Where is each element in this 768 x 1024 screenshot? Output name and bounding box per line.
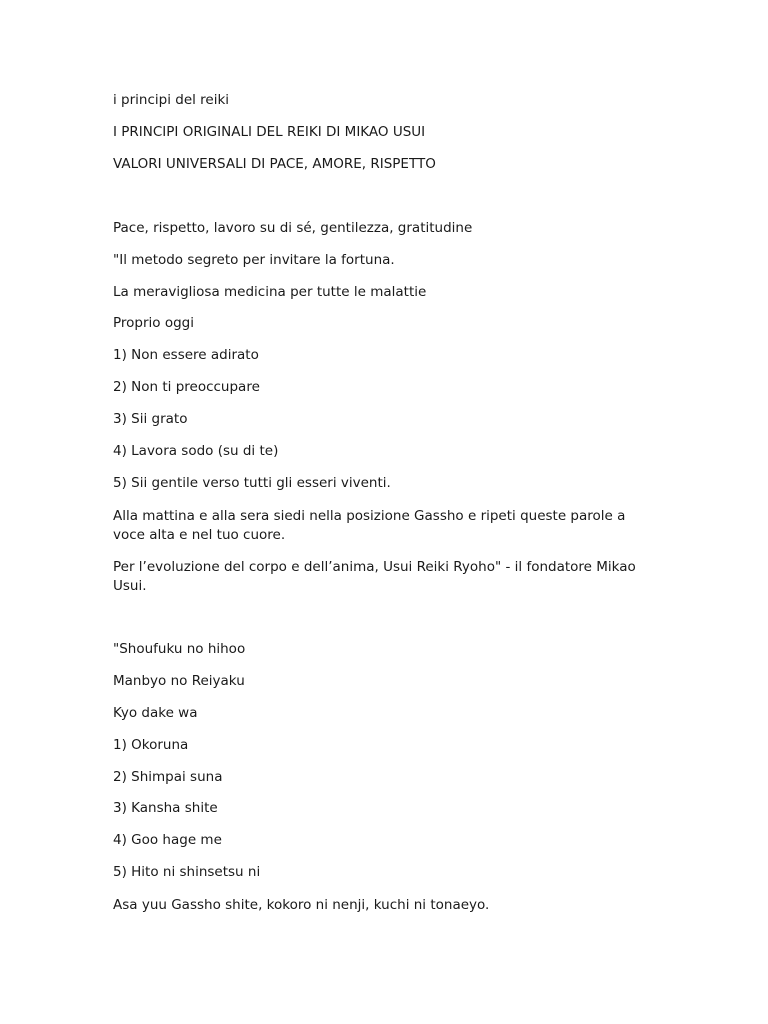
principle-item: 3) Sii grato [113,411,188,427]
japanese-principle: 5) Hito ni shinsetsu ni [113,864,261,880]
japanese-principle: 2) Shimpai suna [113,769,223,785]
values-line: Pace, rispetto, lavoro su di sé, gentilezza, gratitudine [113,220,473,236]
paragraph-line: "Il metodo segreto per invitare la fortuna. [113,252,395,268]
japanese-principle: 4) Goo hage me [113,832,222,848]
japanese-line: Manbyo no Reiyaku [113,673,245,689]
document-subheading: VALORI UNIVERSALI DI PACE, AMORE, RISPETTO [113,156,436,172]
paragraph: Per l’evoluzione del corpo e dell’anima, Usui Reiki Ryoho" - il fondatore Mikao Usui. [113,559,636,594]
japanese-line: Asa yuu Gassho shite, kokoro ni nenji, kuchi ni tonaeyo. [113,897,490,913]
japanese-principle: 3) Kansha shite [113,800,218,816]
paragraph-line: Proprio oggi [113,315,194,331]
japanese-principle: 1) Okoruna [113,737,189,753]
principle-item: 4) Lavora sodo (su di te) [113,443,279,459]
document-heading: I PRINCIPI ORIGINALI DEL REIKI DI MIKAO USUI [113,124,426,140]
japanese-line: "Shoufuku no hihoo [113,641,246,657]
japanese-line: Kyo dake wa [113,705,198,721]
paragraph-line: La meravigliosa medicina per tutte le malattie [113,284,427,300]
principle-item: 5) Sii gentile verso tutti gli esseri viventi. [113,475,391,491]
principle-item: 2) Non ti preoccupare [113,379,260,395]
paragraph: Alla mattina e alla sera siedi nella posizione Gassho e ripeti queste parole a voce alta e nel tuo cuore. [113,508,626,543]
document-title: i principi del reiki [113,92,230,108]
principle-item: 1) Non essere adirato [113,347,259,363]
